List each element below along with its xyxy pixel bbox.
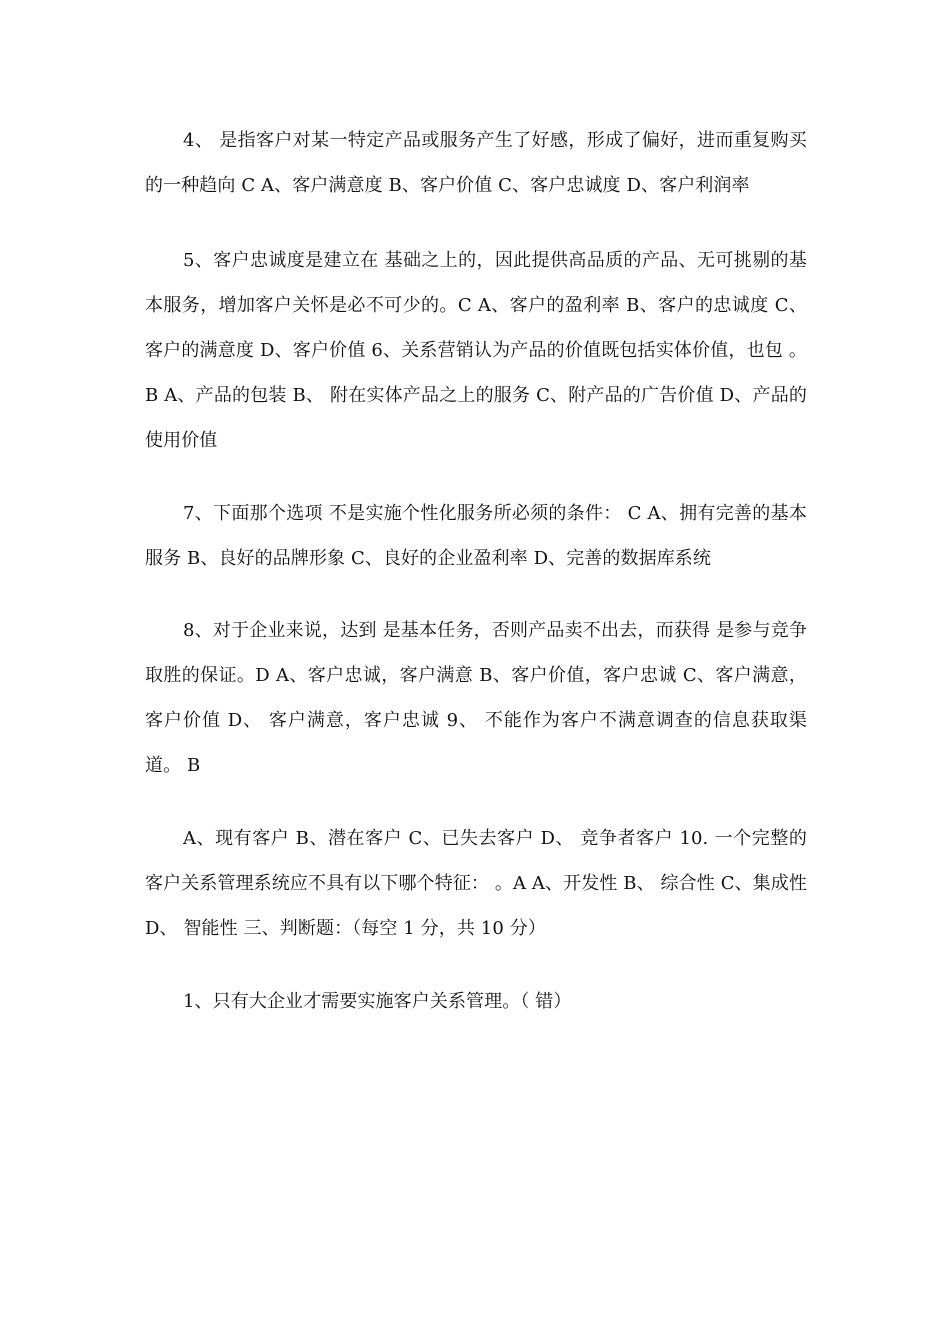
question-5-6-paragraph: 5、客户忠诚度是建立在 基础之上的，因此提供高品质的产品、无可挑剔的基本服务，增加客户关怀是必不可少的。C A、客户的盈利率 B、客户的忠诚度 C、客户的满意度 D、客户价值 6、关系营销认为产品的价值既包括实体价值，也包 。B A、产品的包装 B、 附在实体产品之上的服务 C、附产品的广告价值 D、产品的使用价值 <box>145 250 807 451</box>
question-8-9-paragraph: 8、对于企业来说，达到 是基本任务，否则产品卖不出去，而获得 是参与竞争取胜的保证。D A、客户忠诚，客户满意 B、客户价值，客户忠诚 C、客户满意，客户价值 D、 客户满意，客户忠诚 9、 不能作为客户不满意调查的信息获取渠道。 B <box>145 620 807 776</box>
question-4-paragraph: 4、 是指客户对某一特定产品或服务产生了好感，形成了偏好，进而重复购买的一种趋向 C A、客户满意度 B、客户价值 C、客户忠诚度 D、客户利润率 <box>145 130 807 196</box>
document-body <box>145 118 807 1024</box>
judgment-question-1-paragraph: 1、只有大企业才需要实施客户关系管理。（ 错） <box>183 991 572 1012</box>
question-10-and-section-heading-paragraph: A、现有客户 B、潜在客户 C、已失去客户 D、 竞争者客户 10. 一个完整的客户关系管理系统应不具有以下哪个特征： 。A A、开发性 B、 综合性 C、集成性 D、 智能性 三、判断题：（每空 1 分，共 10 分） <box>145 828 807 939</box>
question-7-paragraph: 7、下面那个选项 不是实施个性化服务所必须的条件： C A、拥有完善的基本服务 B、良好的品牌形象 C、良好的企业盈利率 D、完善的数据库系统 <box>145 503 807 569</box>
